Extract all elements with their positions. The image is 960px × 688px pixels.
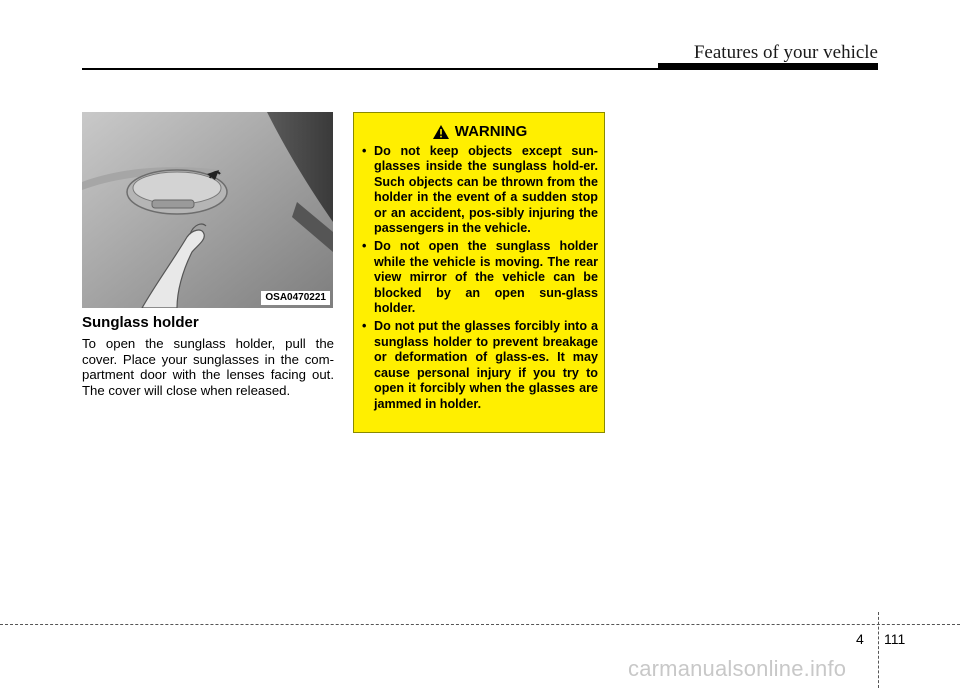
warning-box	[353, 112, 605, 433]
warning-heading	[362, 123, 598, 140]
footer-divider	[878, 612, 879, 688]
header-title: Features of your vehicle	[693, 42, 878, 63]
warning-heading-text: WARNING	[454, 123, 528, 140]
warning-list	[362, 144, 598, 412]
warning-triangle-icon	[433, 125, 449, 139]
section-body: To open the sunglass holder, pull the cover. Place your sunglasses in the com-partment door with the lenses facing out. The cover will close when released.	[82, 336, 334, 398]
watermark: carmanualsonline.info	[628, 656, 847, 681]
footer-rule	[0, 624, 960, 625]
section-title: Sunglass holder	[82, 314, 199, 331]
chapter-number: 4	[856, 631, 864, 647]
warning-item: • Do not keep objects except sun-glasses inside the sunglass hold-er. Such objects can be thrown from the holder in the event of a sudden stop or an accident, pos-sibly injuring the passengers in the vehicle.	[362, 144, 598, 236]
warning-item: • Do not open the sunglass holder while the vehicle is moving. The rear view mirror of the vehicle can be blocked by an open sun-glass holder.	[362, 239, 598, 316]
warning-item: • Do not put the glasses forcibly into a sunglass holder to prevent breakage or deformation of glass-es. It may cause personal injury if you try to open it forcibly when the glasses are jammed in holder.	[362, 319, 598, 411]
sunglass-holder-illustration	[82, 112, 333, 308]
figure-code-label: OSA0470221	[261, 291, 330, 305]
page-number: 111	[884, 631, 906, 647]
header-rule	[82, 68, 878, 70]
